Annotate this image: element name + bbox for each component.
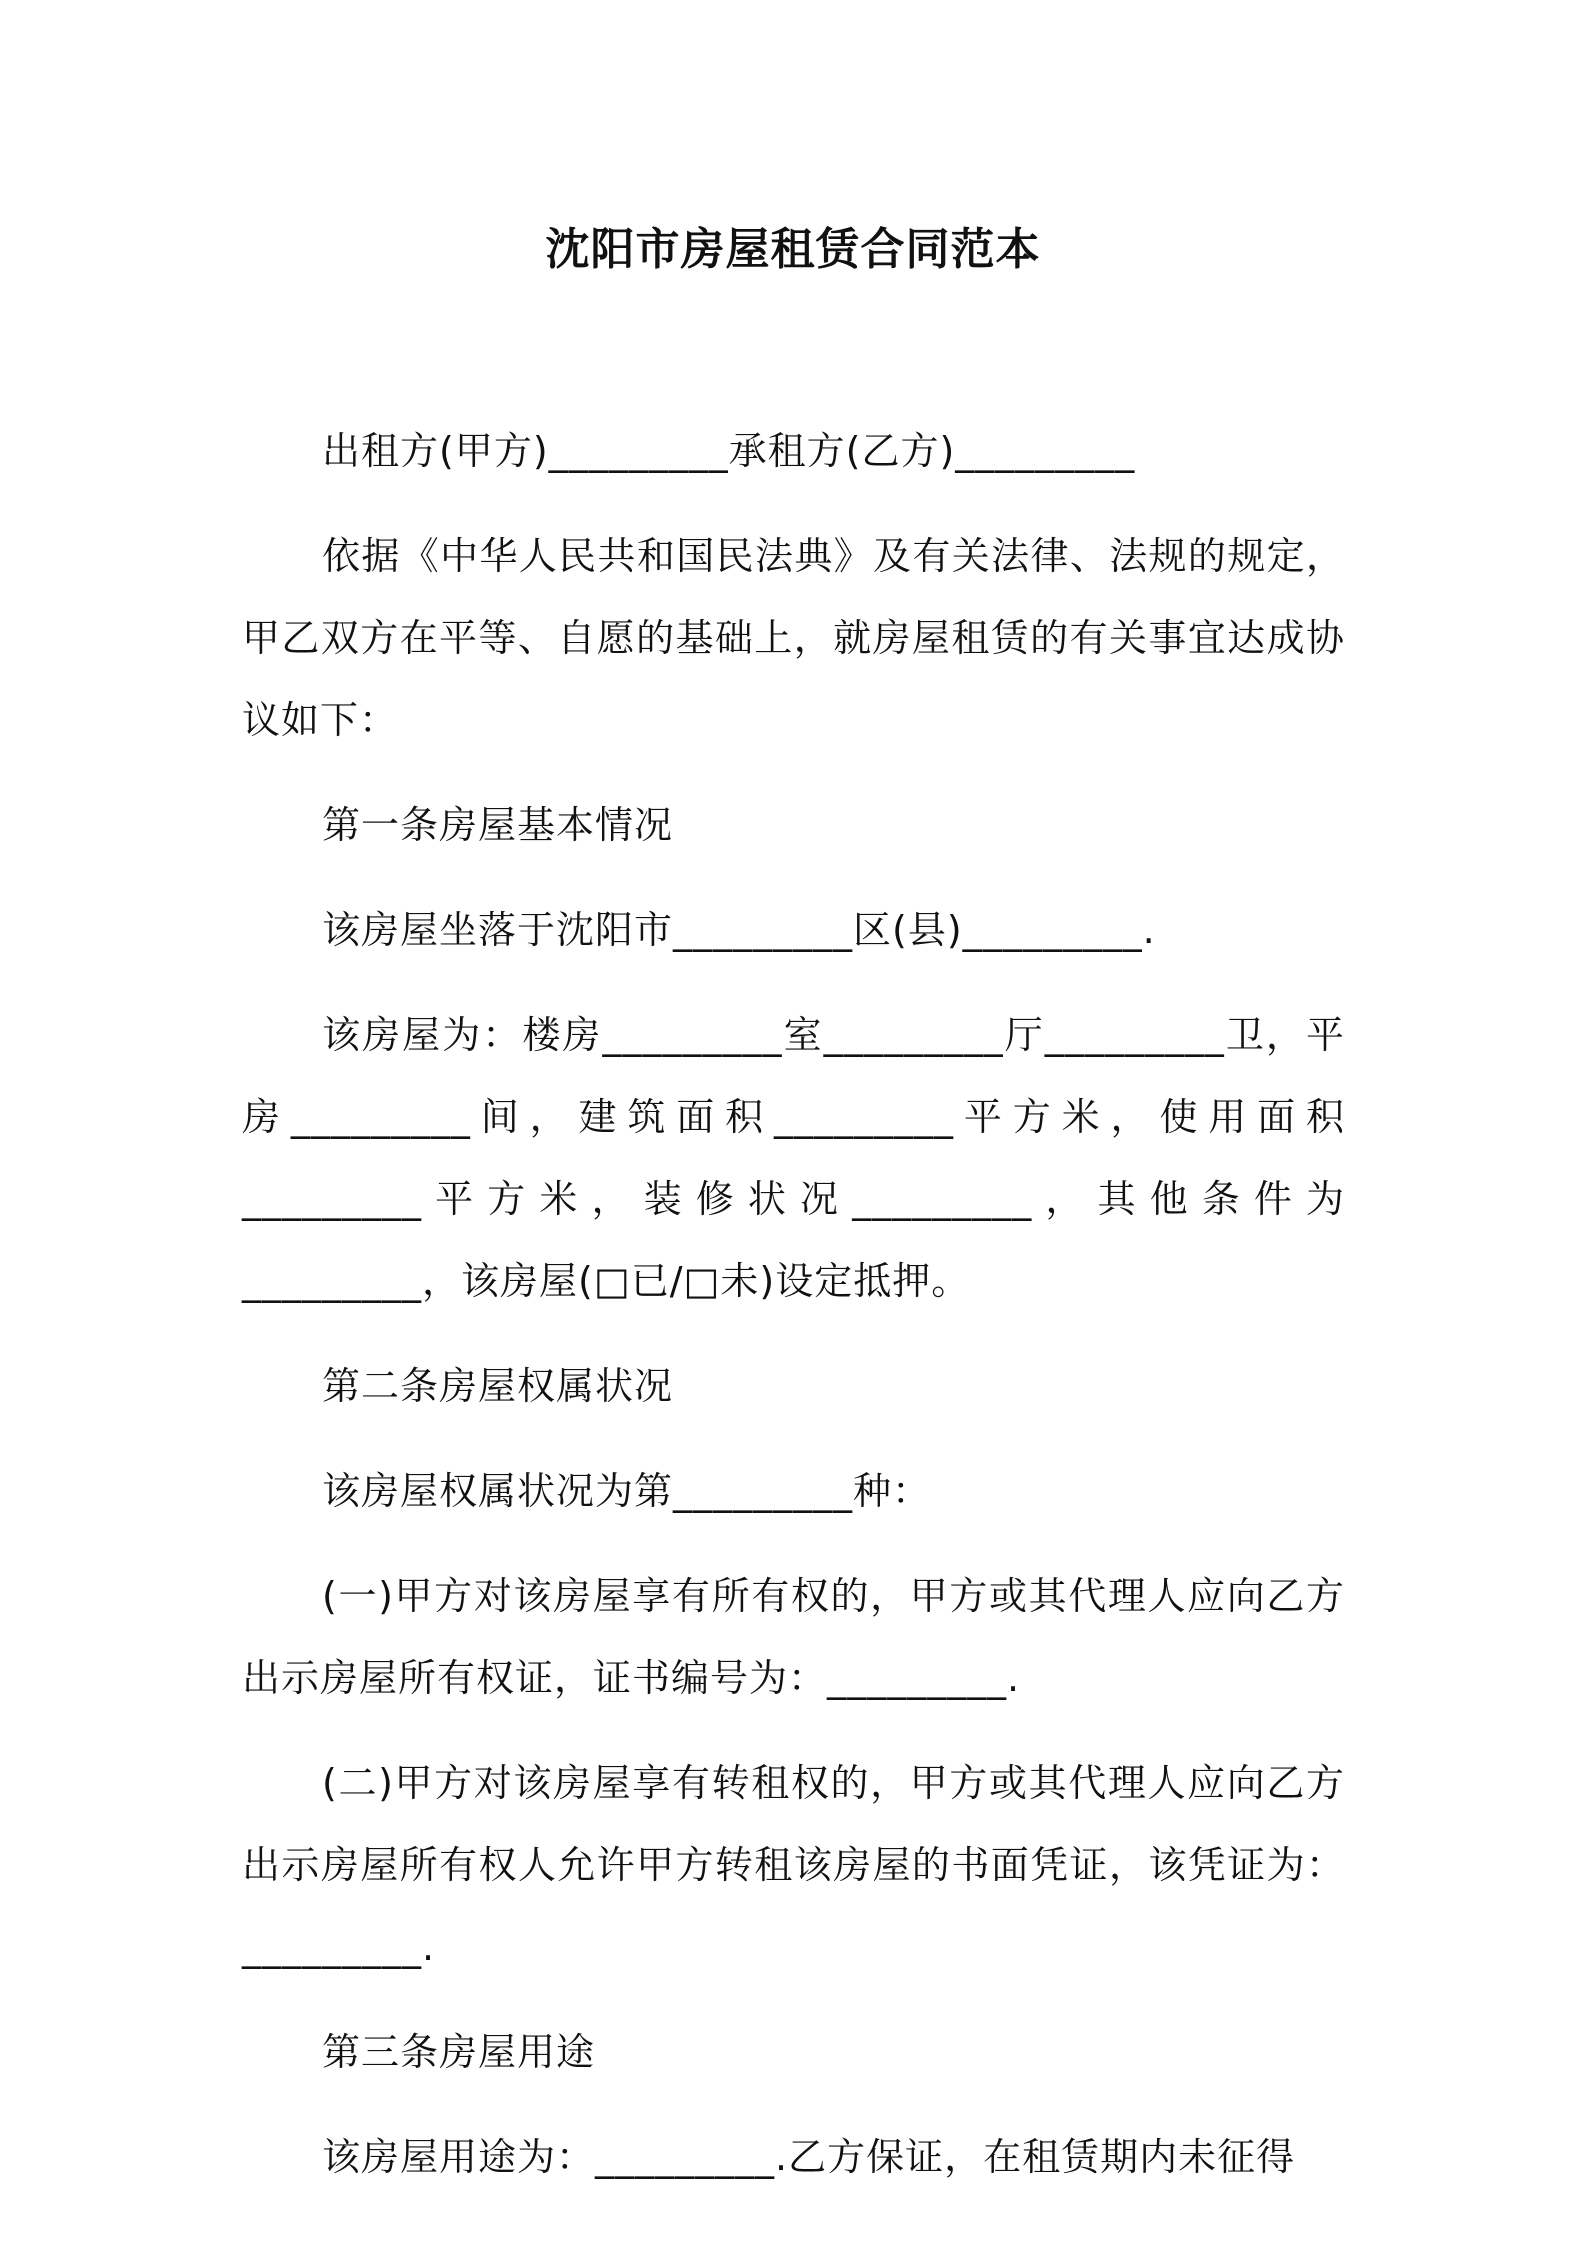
preamble-paragraph: 依据《中华人民共和国民法典》及有关法律、法规的规定，甲乙双方在平等、自愿的基础上，就房屋租赁的有关事宜达成协议如下： (242, 534, 1345, 742)
ownership-clause-2: (二)甲方对该房屋享有转租权的，甲方或其代理人应向乙方出示房屋所有权人允许甲方转租该房屋的书面凭证，该凭证为：_________. (242, 1761, 1345, 1969)
house-details-paragraph: 该房屋为：楼房_________室_________厅_________卫，平房_________间，建筑面积_________平方米，使用面积_________平方米，装修状况_________，其他条件为_________，该房屋(□已/□未)设定抵押。 (242, 1013, 1345, 1303)
ownership-clause-1: (一)甲方对该房屋享有所有权的，甲方或其代理人应向乙方出示房屋所有权证，证书编号为：_________. (242, 1574, 1345, 1700)
house-location-paragraph: 该房屋坐落于沈阳市_________区(县)_________. (322, 908, 1156, 952)
document-body (242, 410, 1345, 2221)
article-2-heading: 第二条房屋权属状况 (322, 1364, 674, 1408)
parties-line: 出租方(甲方)_________承租方(乙方)_________ (322, 429, 1136, 473)
document-title: 沈阳市房屋租赁合同范本 (545, 224, 1041, 275)
ownership-type-paragraph: 该房屋权属状况为第_________种： (322, 1469, 932, 1513)
house-usage-paragraph: 该房屋用途为：_________.乙方保证，在租赁期内未征得 (322, 2135, 1296, 2179)
article-1-heading: 第一条房屋基本情况 (322, 803, 674, 847)
article-3-heading: 第三条房屋用途 (322, 2030, 596, 2074)
